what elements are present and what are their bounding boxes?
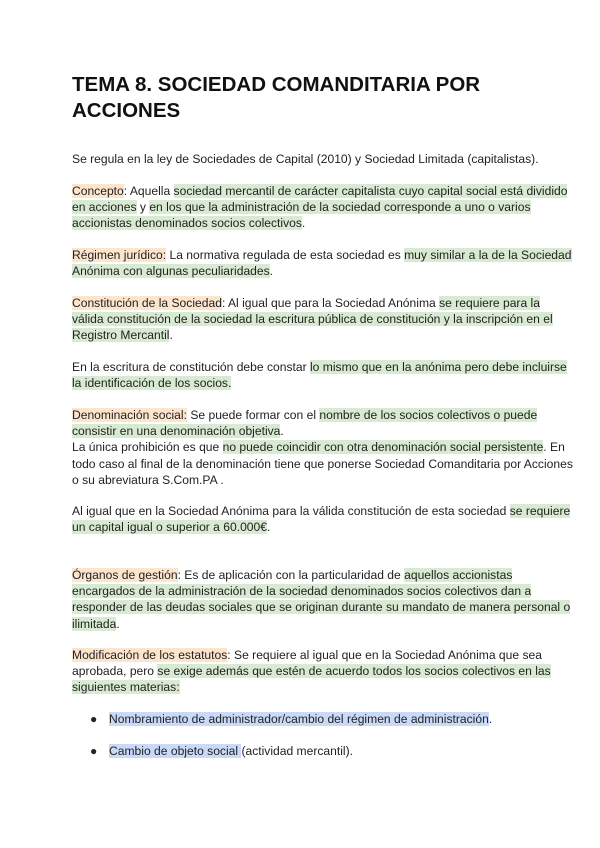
highlighted-text: Denominación social:: [72, 408, 187, 422]
paragraph-concepto: [72, 183, 574, 232]
paragraph-denominacion: [72, 407, 574, 488]
paragraph-constitucion: [72, 295, 574, 344]
highlighted-text: Órganos de gestión: [72, 568, 178, 582]
text-run: .: [488, 712, 493, 726]
text-run: .: [280, 424, 284, 439]
highlighted-text: aquellos accionistas encargados de la administración de la sociedad denominados socios colectivos dan a responder de las deudas sociales que se originan durante su mandato de manera personal o ilimitada: [72, 568, 571, 631]
highlighted-text: en los que la administración de la sociedad corresponde a uno o varios accionistas denominados socios colectivos: [72, 200, 531, 231]
text-run: (actividad mercantil).: [241, 744, 354, 758]
highlighted-text: Nombramiento de administrador/cambio del régimen de administración: [109, 712, 489, 726]
highlighted-text: muy similar a la de la Sociedad Anónima con algunas peculiaridades: [72, 248, 572, 279]
text-run: .: [301, 216, 306, 231]
text-run: .: [169, 328, 173, 343]
paragraph-capital: [72, 503, 574, 535]
text-run: y: [136, 200, 150, 215]
bullet-icon: ●: [90, 712, 98, 726]
text-run: . En todo caso al final de la denominación tiene que ponerse Sociedad Comanditaria por Acciones o su abreviatura S.Com.PA .: [72, 440, 573, 487]
text-run: Se puede formar con el: [186, 408, 320, 422]
text-run: La normativa regulada de esta sociedad es: [166, 248, 405, 262]
highlighted-text: sociedad mercantil de carácter capitalista cuyo capital social está dividido en acciones: [72, 184, 568, 215]
highlighted-text: Constitución de la Sociedad: [72, 296, 222, 310]
highlighted-text: se requiere un capital igual o superior a 60.000€: [72, 504, 571, 535]
text-run: : Aquella: [123, 184, 174, 198]
text-run: .: [269, 264, 274, 279]
bullet-text: [109, 711, 492, 727]
highlighted-text: lo mismo que en la anónima pero debe incluirse la identificación de los socios.: [72, 360, 567, 391]
highlighted-text: Modificación de los estatutos: [72, 648, 228, 662]
text-run: La única prohibición es que: [72, 440, 223, 455]
text-run: .: [266, 520, 271, 535]
text-run: : Al igual que para la Sociedad Anónima: [221, 296, 440, 310]
text-run: : Es de aplicación con la particularidad de: [177, 568, 405, 582]
paragraph-escritura: [72, 359, 574, 391]
text-run: Al igual que en la Sociedad Anónima para la válida constitución de esta sociedad: [72, 504, 510, 518]
highlighted-text: Cambio de objeto social: [109, 744, 242, 758]
paragraph-intro: [72, 151, 574, 167]
paragraph-organos: [72, 567, 574, 632]
highlighted-text: nombre de los socios colectivos o puede consistir en una denominación objetiva: [72, 408, 538, 439]
text-run: .: [116, 616, 120, 631]
highlighted-text: Régimen jurídico:: [72, 248, 167, 262]
title-line-2: ACCIONES: [72, 99, 181, 122]
text-run: En la escritura de constitución debe constar: [72, 360, 310, 374]
page-title: [72, 72, 542, 124]
highlighted-text: se exige además que estén de acuerdo todos los socios colectivos en las siguientes materias:: [72, 664, 551, 695]
bullet-icon: ●: [90, 744, 98, 758]
highlighted-text: Concepto: [72, 184, 124, 198]
highlighted-text: se requiere para la válida constitución de la sociedad la escritura pública de constitución y la inscripción en el Registro Mercantil: [72, 296, 553, 343]
bullet-text: [109, 743, 353, 759]
title-line-1: TEMA 8. SOCIEDAD COMANDITARIA POR: [72, 73, 481, 96]
text-run: Se regula en la ley de Sociedades de Capital (2010) y Sociedad Limitada (capitalistas).: [72, 152, 539, 166]
highlighted-text: no puede coincidir con otra denominación social persistente: [222, 440, 544, 455]
paragraph-estatutos: [72, 647, 574, 696]
paragraph-regimen: [72, 247, 574, 279]
text-run: : Se requiere al igual que en la Sociedad Anónima que sea aprobada, pero: [72, 648, 542, 679]
